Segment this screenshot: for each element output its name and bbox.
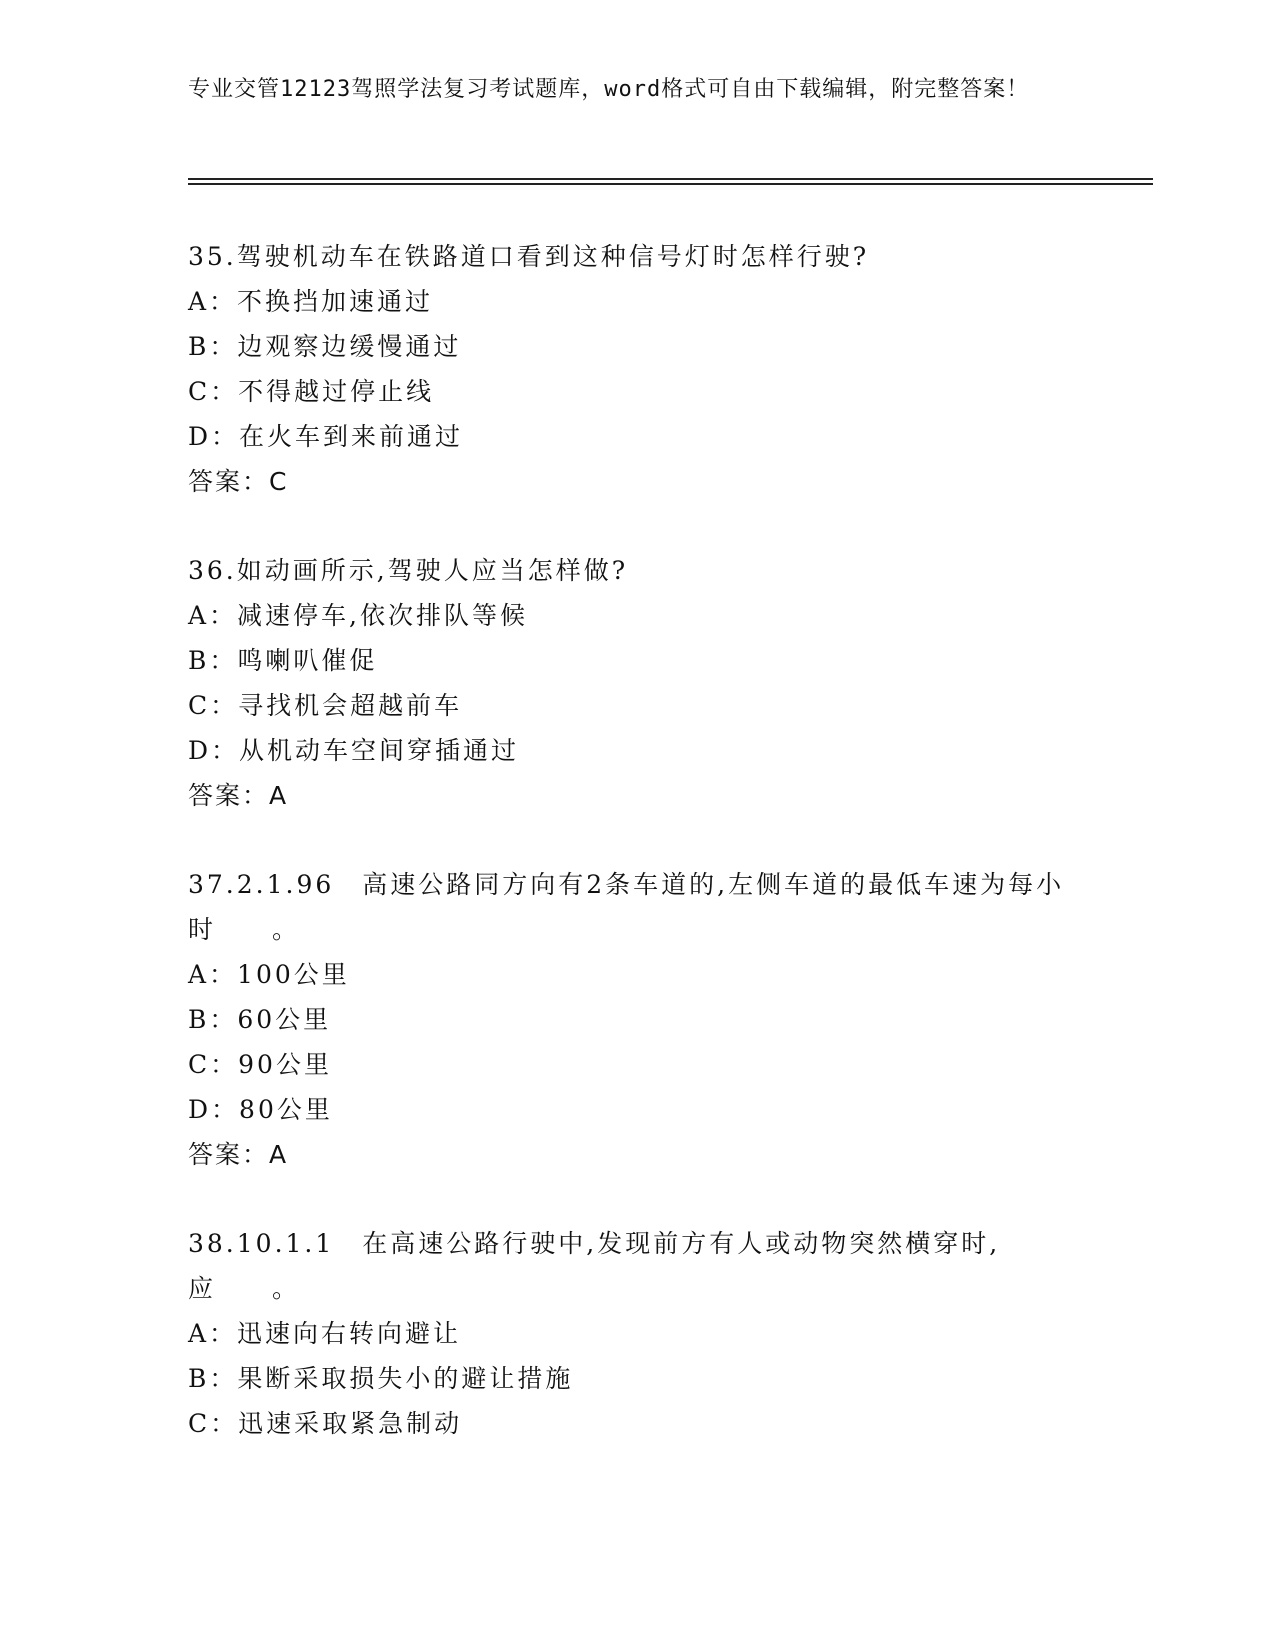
question-36 [188, 548, 1068, 818]
header-rule-top [188, 178, 1153, 180]
option-d: D：在火车到来前通过 [188, 422, 464, 451]
question-37 [188, 862, 1068, 1177]
option-d: D：从机动车空间穿插通过 [188, 736, 520, 765]
option-c: C：迅速采取紧急制动 [188, 1409, 463, 1438]
option-a: A：不换挡加速通过 [188, 287, 434, 316]
option-b: B：60公里 [188, 1005, 332, 1034]
question-list [188, 234, 1068, 1490]
question-35 [188, 234, 1068, 504]
document-header: 专业交管12123驾照学法复习考试题库，word格式可自由下载编辑，附完整答案！ [188, 77, 1030, 102]
option-d: D：80公里 [188, 1095, 333, 1124]
question-stem: 37.2.1.96 高速公路同方向有2条车道的,左侧车道的最低车速为每小时 。 [188, 870, 1065, 944]
option-a: A：100公里 [188, 960, 350, 989]
option-b: B：边观察边缓慢通过 [188, 332, 462, 361]
question-stem: 36.如动画所示,驾驶人应当怎样做? [188, 556, 629, 585]
option-c: C：90公里 [188, 1050, 332, 1079]
option-a: A：迅速向右转向避让 [188, 1319, 462, 1348]
question-stem: 38.10.1.1 在高速公路行驶中,发现前方有人或动物突然横穿时,应 。 [188, 1229, 1001, 1303]
answer-line: 答案：C [188, 467, 289, 496]
answer-line: 答案：A [188, 1140, 289, 1169]
option-c: C：不得越过停止线 [188, 377, 435, 406]
question-stem: 35.驾驶机动车在铁路道口看到这种信号灯时怎样行驶? [188, 242, 870, 271]
question-38 [188, 1221, 1068, 1446]
header-rule-bottom [188, 183, 1153, 185]
option-b: B：鸣喇叭催促 [188, 646, 378, 675]
option-b: B：果断采取损失小的避让措施 [188, 1364, 574, 1393]
option-c: C：寻找机会超越前车 [188, 691, 463, 720]
option-a: A：减速停车,依次排队等候 [188, 601, 529, 630]
answer-line: 答案：A [188, 781, 289, 810]
